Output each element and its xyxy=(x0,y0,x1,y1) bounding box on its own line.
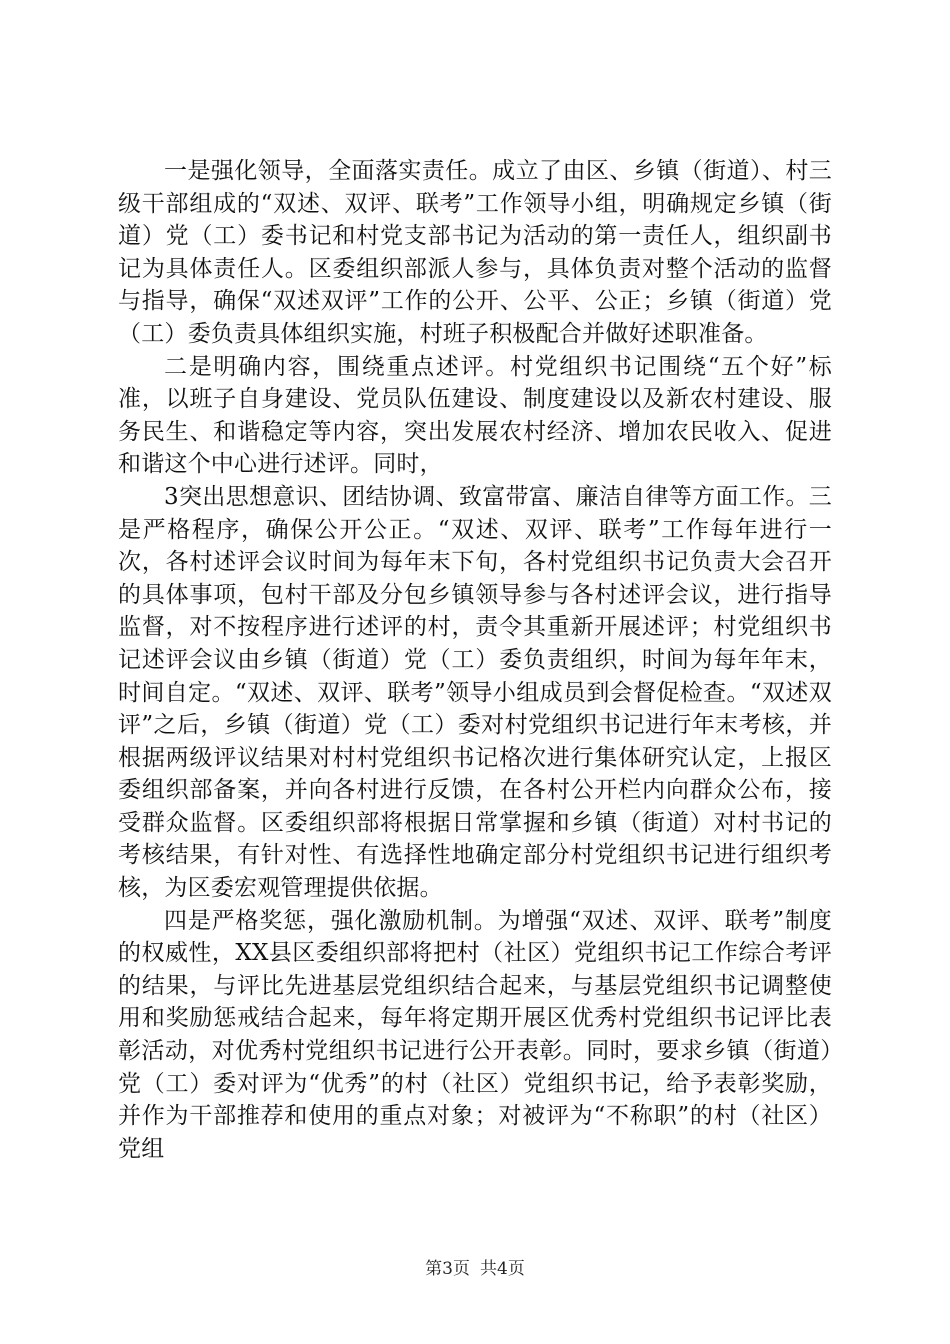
paragraph-leadership: 一是强化领导，全面落实责任。成立了由区、乡镇（街道）、村三级干部组成的“双述、双评、联考”工作领导小组，明确规定乡镇（街道）党（工）委书记和村党支部书记为活动的第一责任人，组织副书记为具体责任人。区委组织部派人参与，具体负责对整个活动的监督与指导，确保“双述双评”工作的公开、公平、公正；乡镇（街道）党（工）委负责具体组织实施，村班子积极配合并做好述职准备。 xyxy=(118,158,832,347)
paragraph-procedure: 3突出思想意识、团结协调、致富带富、廉洁自律等方面工作。三是严格程序，确保公开公正。“双述、双评、联考”工作每年进行一次，各村述评会议时间为每年末下旬，各村党组织书记负责大会召开的具体事项，包村干部及分包乡镇领导参与各村述评会议，进行指导监督，对不按程序进行述评的村，责令其重新开展述评；村党组织书记述评会议由乡镇（街道）党（工）委负责组织，时间为每年年末，时间自定。“双述、双评、联考”领导小组成员到会督促检查。“双述双评”之后，乡镇（街道）党（工）委对村党组织书记进行年末考核，并根据两级评议结果对村村党组织书记格次进行集体研究认定，上报区委组织部备案，并向各村进行反馈，在各村公开栏内向群众公布，接受群众监督。区委组织部将根据日常掌握和乡镇（街道）对村书记的考核结果，有针对性、有选择性地确定部分村党组织书记进行组织考核，为区委宏观管理提供依据。 xyxy=(118,483,832,902)
document-body xyxy=(118,155,832,1165)
page-footer xyxy=(0,1258,950,1280)
page-number: 第3页 xyxy=(425,1259,470,1279)
paragraph-rewards: 四是严格奖惩，强化激励机制。为增强“双述、双评、联考”制度的权威性，XX县区委组织部将把村（社区）党组织书记工作综合考评的结果，与评比先进基层党组织结合起来，与基层党组织书记调整使用和奖励惩戒结合起来，每年将定期开展区优秀村党组织书记评比表彰活动，对优秀村党组织书记进行公开表彰。同时，要求乡镇（街道）党（工）委对评为“优秀”的村（社区）党组织书记，给予表彰奖励，并作为干部推荐和使用的重点对象；对被评为“不称职”的村（社区）党组 xyxy=(118,907,832,1162)
page-total: 共4页 xyxy=(480,1259,525,1279)
paragraph-content: 二是明确内容，围绕重点述评。村党组织书记围绕“五个好”标准，以班子自身建设、党员队伍建设、制度建设以及新农村建设、服务民生、和谐稳定等内容，突出发展农村经济、增加农民收入、促进和谐这个中心进行述评。同时， xyxy=(118,353,832,478)
